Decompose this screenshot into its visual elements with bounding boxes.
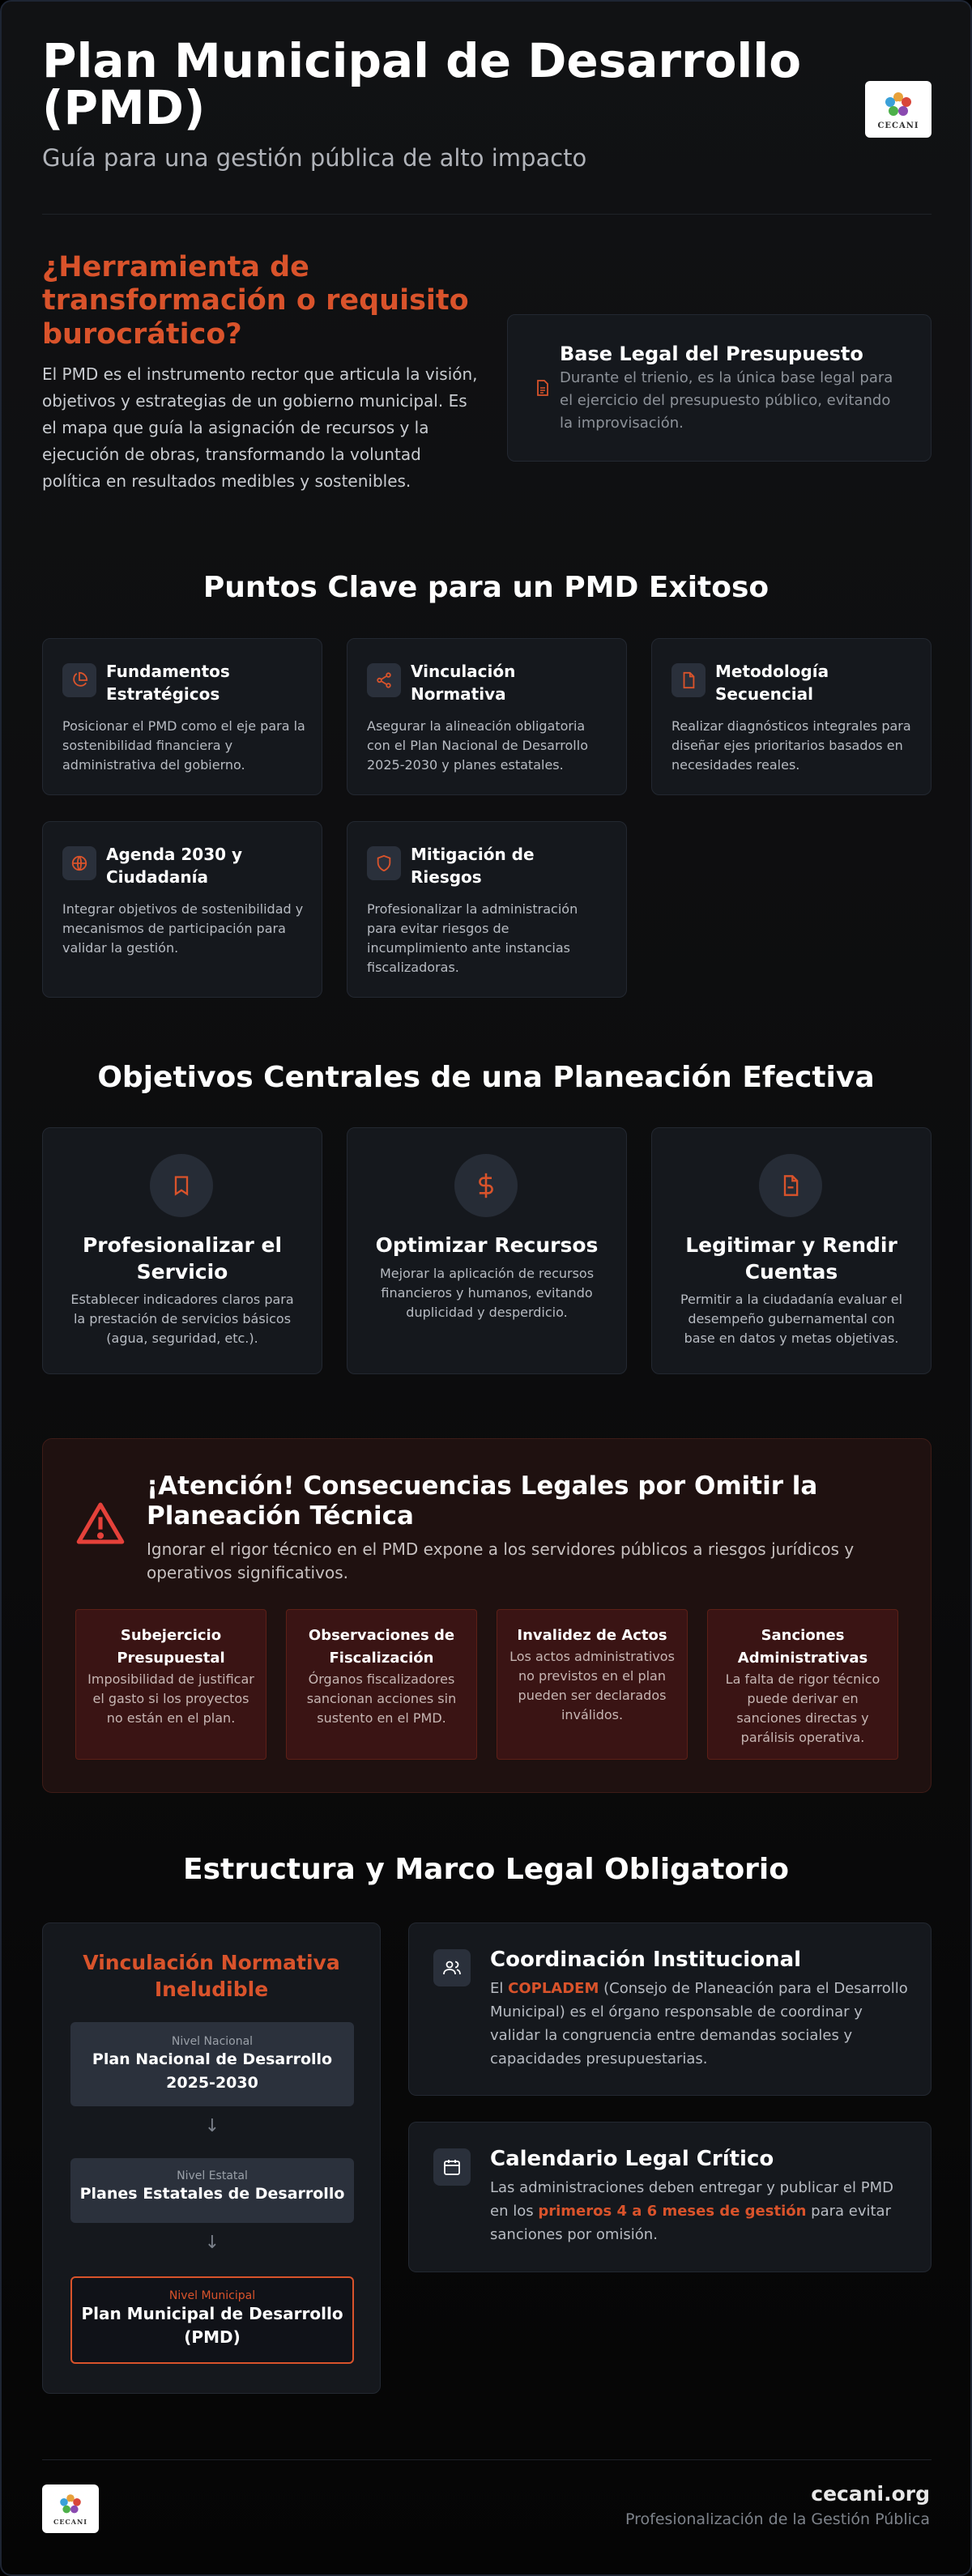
consequence-card [497,1609,688,1760]
arrow-down-icon: ↓ [204,2233,220,2253]
file-icon [671,663,706,697]
logo-flower-icon [880,89,916,121]
calendar-icon [433,2148,471,2186]
key-point-text: Integrar objetivos de sostenibilidad y mecanismos de participación para validar la gestión. [62,901,304,956]
consequence-card [286,1609,477,1760]
objective-title: Legitimar y Rendir Cuentas [685,1233,897,1284]
objective-title: Profesionalizar el Servicio [82,1233,283,1284]
logo-flower-icon [56,2492,85,2518]
key-point-card [347,638,627,795]
document-icon [536,380,551,396]
coordinacion-card [408,1922,932,2096]
objective-text: Establecer indicadores claros para la prestación de servicios básicos (agua, seguridad, etc.). [70,1292,294,1346]
alert-text: Ignorar el rigor técnico en el PMD expone a los servidores públicos a riesgos jurídicos y operativos significativos. [147,1539,855,1582]
objective-text: Mejorar la aplicación de recursos financieros y humanos, evitando duplicidad y desperdicio. [379,1266,595,1320]
legal-alert [42,1438,932,1793]
consequence-text: Los actos administrativos no previstos en el plan pueden ser declarados inválidos. [509,1649,675,1722]
level-national [70,2022,354,2106]
coordinacion-title: Coordinación Institucional [490,1948,802,1972]
deadline-highlight: primeros 4 a 6 meses de gestión [538,2203,807,2220]
key-point-text: Profesionalizar la administración para evitar riesgos de incumplimiento ante instancias fiscalizadoras. [367,901,578,975]
consequence-text: Imposibilidad de justificar el gasto si los proyectos no están en el plan. [87,1671,254,1726]
objective-card [42,1127,322,1374]
key-point-text: Posicionar el PMD como el eje para la sostenibilidad financiera y administrativa del gobierno. [62,718,305,773]
consequence-text: La falta de rigor técnico puede derivar en sanciones directas y parálisis operativa. [725,1671,880,1745]
copladem-highlight: COPLADEM [508,1980,599,1997]
objectives-heading: Objetivos Centrales de una Planeación Efectiva [97,1061,875,1094]
key-point-title: Metodología Secuencial [715,662,829,704]
consequence-title: Sanciones Administrativas [737,1627,868,1667]
logo-text: CECANI [53,2518,88,2526]
key-point-title: Vinculación Normativa [411,662,516,704]
objective-title: Optimizar Recursos [375,1233,599,1257]
key-point-card [42,821,322,998]
share-icon [367,663,401,697]
footer-tagline: Profesionalización de la Gestión Pública [625,2510,930,2528]
legal-base-title: Base Legal del Presupuesto [560,343,863,365]
key-point-title: Agenda 2030 y Ciudadanía [106,845,243,887]
logo-text: CECANI [877,121,919,130]
consequence-card [75,1609,266,1760]
intro-text: El PMD es el instrumento rector que articula la visión, objetivos y estrategias de un gobierno municipal. Es el mapa que guía la asignación de recursos y la ejecución de obras, transformando la voluntad política en resultados medibles y sostenibles. [42,364,478,491]
arrow-down-icon: ↓ [204,2116,220,2136]
legal-base-text: Durante el trienio, es la única base legal para el ejercicio del presupuesto público, evitando la improvisación. [560,369,893,432]
key-point-card [651,638,932,795]
level-name: Planes Estatales de Desarrollo [79,2185,345,2203]
page-subtitle: Guía para una gestión pública de alto impacto [42,144,587,172]
alert-title: ¡Atención! Consecuencias Legales por Omitir la Planeación Técnica [147,1471,818,1531]
cecani-logo [865,81,932,138]
level-label: Nivel Municipal [168,2289,256,2302]
level-name: Plan Nacional de Desarrollo 2025-2030 [92,2050,333,2092]
footer-logo [42,2484,99,2533]
divider [42,214,932,215]
intro-question: ¿Herramienta de transformación o requisito burocrático? [42,251,469,351]
level-label: Nivel Nacional [171,2035,254,2048]
level-municipal [70,2276,354,2364]
key-point-text: Asegurar la alineación obligatoria con el Plan Nacional de Desarrollo 2025-2030 y planes estatales. [367,718,588,773]
footer-divider [42,2459,932,2460]
consequence-card [707,1609,898,1760]
level-state [70,2158,354,2223]
level-label: Nivel Estatal [177,2169,248,2182]
key-point-card [347,821,627,998]
bookmark-icon [150,1154,213,1217]
footer-url[interactable]: cecani.org [811,2482,930,2506]
coordinacion-text: El COPLADEM (Consejo de Planeación para el Desarrollo Municipal) es el órgano responsable de coordinar y validar la congruencia entre demandas sociales y capacidades presupuestarias. [490,1980,908,2067]
structure-heading: Estructura y Marco Legal Obligatorio [182,1853,790,1886]
legal-base-card [507,314,932,462]
consequence-title: Subejercicio Presupuestal [117,1627,225,1667]
consequence-title: Invalidez de Actos [517,1627,667,1644]
key-point-text: Realizar diagnósticos integrales para diseñar ejes prioritarios basados en necesidades reales. [671,718,911,773]
dollar-icon [454,1154,518,1217]
vinculacion-card [42,1922,381,2394]
file-text-icon [759,1154,822,1217]
calendario-title: Calendario Legal Crítico [490,2147,774,2171]
globe-icon [62,846,96,880]
shield-icon [367,846,401,880]
calendario-card [408,2122,932,2272]
calendario-text: Las administraciones deben entregar y publicar el PMD en los primeros 4 a 6 meses de gestión para evitar sanciones por omisión. [490,2179,893,2243]
consequence-title: Observaciones de Fiscalización [308,1627,455,1667]
key-point-card [42,638,322,795]
consequence-text: Órganos fiscalizadores sancionan acciones sin sustento en el PMD. [306,1671,457,1726]
key-point-title: Mitigación de Riesgos [411,845,535,887]
users-icon [433,1949,471,1986]
key-point-title: Fundamentos Estratégicos [106,662,230,704]
vinculacion-title: Vinculación Normativa Ineludible [83,1951,340,2001]
level-name: Plan Municipal de Desarrollo (PMD) [81,2304,343,2347]
objective-text: Permitir a la ciudadanía evaluar el desempeño gubernamental con base en datos y metas objetivas. [680,1292,903,1346]
page-title: Plan Municipal de Desarrollo (PMD) [42,33,802,135]
objective-card [651,1127,932,1374]
objective-card [347,1127,627,1374]
key-points-heading: Puntos Clave para un PMD Exitoso [202,571,770,604]
pie-chart-icon [62,663,96,697]
warning-icon [75,1501,126,1549]
